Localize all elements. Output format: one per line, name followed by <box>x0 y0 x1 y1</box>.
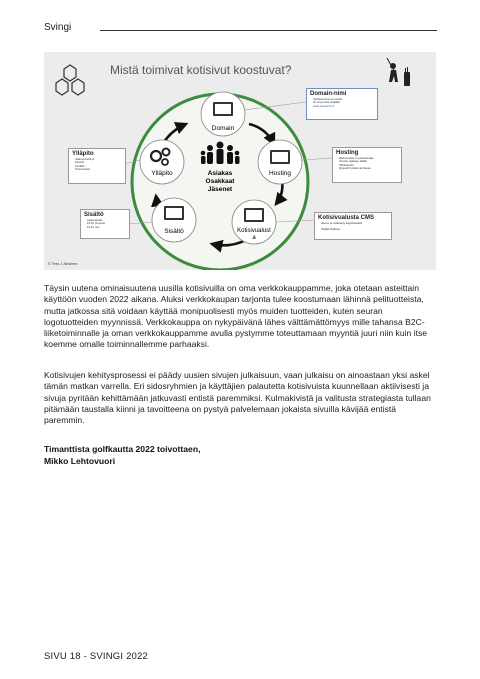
box-hosting-line: Sähköpostit <box>339 162 354 167</box>
figure-title: Mistä toimivat kotisivut koostuvat? <box>110 63 292 77</box>
box-sisalto-title: Sisältö <box>84 212 104 218</box>
box-cms-line: Sisällönhallinta <box>321 227 340 232</box>
figure-credit: © Tero J Järvinen <box>48 262 78 266</box>
body-paragraph: Kotisivujen kehitysprosessi ei päädy uusien sivujen julkaisuun, vaan julkaisu on ainoastaan yksi askel tämän matkan varrella. Eri sidosryhmien ja käyttäjien palautetta kotisivuista kuunnellaan aktiivisesti ja sivuja pyritään kehittämään jatkuvasti entistä paremmiksi. Kulmakivistä ja valitusta strategiasta tullaan pitämään taustalla kiinni ja tavoitteena on pystyä palvelemaan jokaista sivuilla kävijää entistä paremmin. <box>44 370 431 426</box>
box-domain-nimi-title: Domain-nimi <box>310 91 347 97</box>
box-cms-line: oikeus ja määritetty käytettäväksi <box>321 221 363 225</box>
signoff-greeting: Timanttista golfkautta 2022 toivottaen, <box>44 444 201 454</box>
page-header-title: Svingi <box>44 22 72 33</box>
box-sisalto-line: Laaja täydet <box>87 218 103 222</box>
node-kotisivualusta <box>232 200 276 244</box>
node-sisalto-label: Sisältö <box>164 228 184 235</box>
node-hosting-label: Hosting <box>268 170 292 177</box>
box-sisalto-line: Fit for purpose <box>87 221 106 226</box>
box-yllapito-line: Ideointi <box>75 160 85 165</box>
node-yllapito <box>140 140 184 184</box>
box-cms-title: Kotisivualusta CMS <box>318 215 375 221</box>
box-domain-nimi-line: eli url ja tulee sisältää <box>313 100 340 105</box>
golfer-icon <box>387 58 410 86</box>
box-sisalto <box>80 209 130 239</box>
box-yllapito-line: Kevään <box>75 163 85 168</box>
node-hosting <box>258 140 302 184</box>
page-footer: SIVU 18 - SVINGI 2022 <box>44 651 148 662</box>
box-yllapito-line: Toimivuudet <box>75 167 90 172</box>
box-domain-nimi-line: Verkkotunnus on osoite <box>313 97 343 101</box>
box-sisalto-line: Fit for use <box>87 224 100 229</box>
signoff <box>44 444 200 467</box>
box-yllapito-line: Jatkuva kehitys <box>75 157 95 161</box>
box-hosting <box>332 147 402 183</box>
signoff-author: Mikko Lehtovuori <box>44 455 116 466</box>
box-domain-nimi-line: www.seuranimi.fi <box>313 103 334 108</box>
box-hosting-line: @postit.fi pitää varmistaa <box>339 166 371 171</box>
header-rule <box>100 30 437 31</box>
center-label-1: Asiakas <box>207 170 233 177</box>
box-yllapito <box>68 148 126 184</box>
box-domain-nimi <box>306 88 378 120</box>
diagram-figure <box>44 52 436 270</box>
center-label-3: Jäsenet <box>207 186 233 193</box>
center-label-2: Osakkaat <box>205 178 235 185</box>
box-hosting-line: Sivusto sijaitsee täällä <box>339 159 367 164</box>
node-domain-label: Domain <box>211 125 235 132</box>
box-hosting-line: Web-hostati on palveluntaja <box>339 156 374 160</box>
node-yllapito-label: Ylläpito <box>151 170 173 177</box>
node-kotisivualusta-label-2: a <box>252 235 256 241</box>
node-domain <box>201 92 245 136</box>
box-cms <box>314 212 392 240</box>
node-sisalto <box>152 198 196 242</box>
node-kotisivualusta-label-1: Kotisivualust <box>237 228 271 234</box>
box-yllapito-title: Ylläpito <box>72 151 94 157</box>
hexagon-logo-icon <box>56 65 84 95</box>
body-paragraph: Täysin uutena ominaisuutena uusilla kotisivuilla on oma verkkokauppamme, joka otetaan asteittain käyttöön vuoden 2022 aikana. Aluksi verkkokaupan tarjonta tulee koostumaan lähinnä pelituotteista, mutta jatkossa sitä voidaan käyttää monipuolisesti myös muiden tuotteiden, kuten seuran logotuotteiden myynnissä. Verkkokauppa on nykypäivänä lähes välttämättömyys mille tahansa B2C-liiketoiminnalle ja oman verkkokauppamme avulla pystymme toteuttamaan myyntiä juuri niin kuin itse koemme omalle toiminnallemme parhaaksi. <box>44 283 428 350</box>
box-hosting-title: Hosting <box>336 150 359 156</box>
